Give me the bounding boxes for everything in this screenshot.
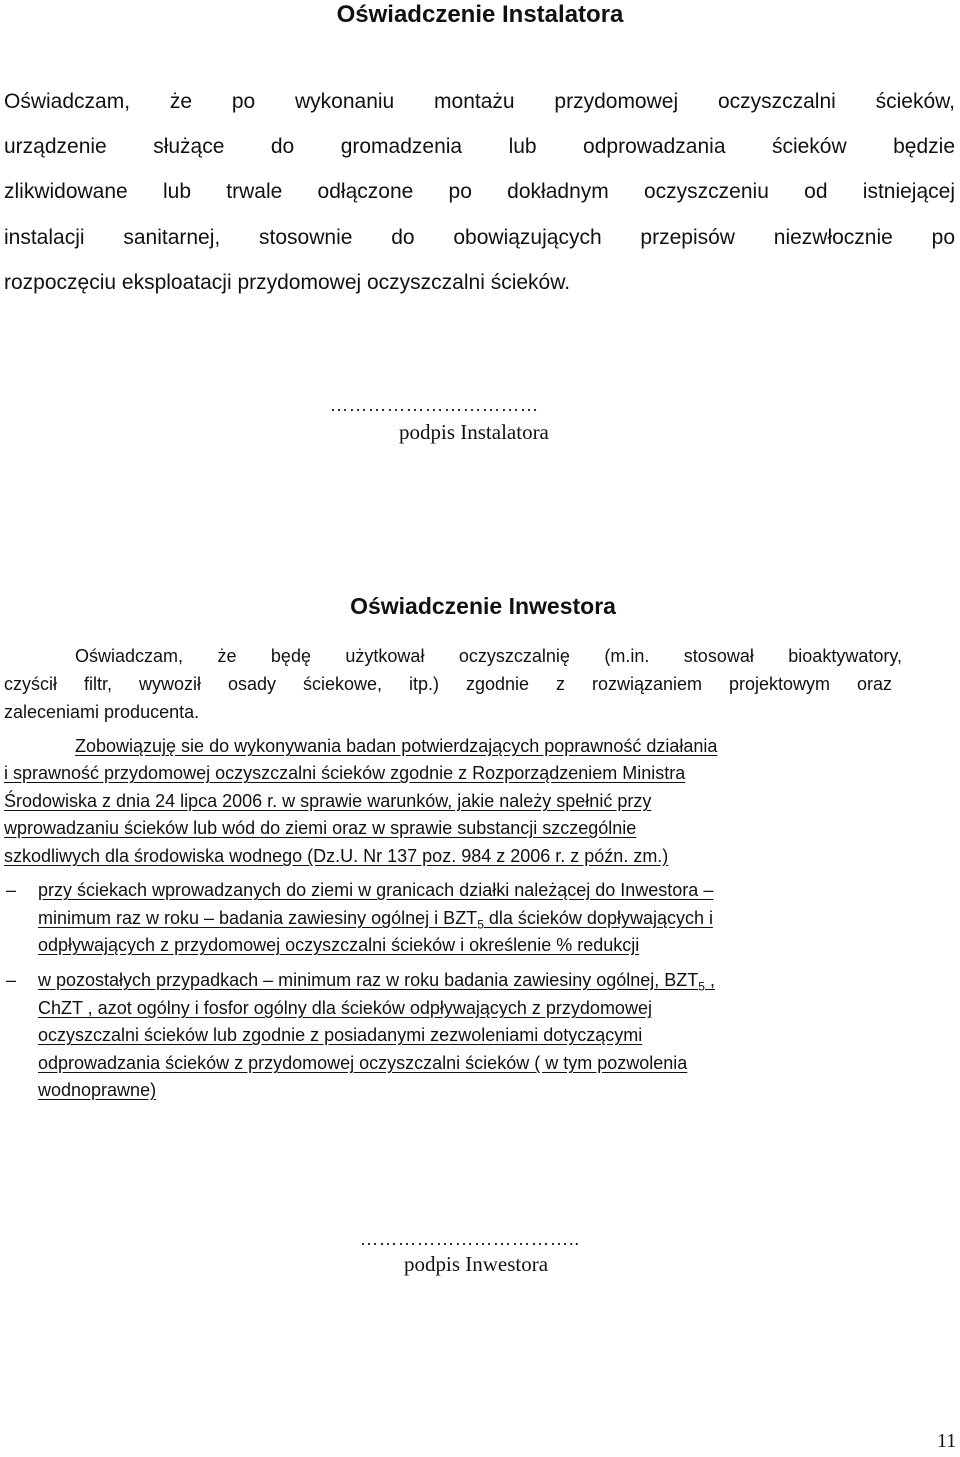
bullet-1-line-2: minimum raz w roku – badania zawiesiny ogólnej i $BZT_5$ dla ścieków dopływających i — [38, 908, 713, 932]
installer-text-line-4: instalacji sanitarnej, stosownie do obowiązujących przepisów niezwłocznie po — [4, 226, 955, 249]
bullet-1-line-3: odpływających z przydomowej oczyszczalni ścieków i określenie % redukcji — [38, 935, 640, 955]
installer-text-line-1: Oświadczam, że po wykonaniu montażu przydomowej oczyszczalni ścieków, — [4, 90, 955, 113]
obligation-line-3: Środowiska z dnia 24 lipca 2006 r. w sprawie warunków, jakie należy spełnić przy — [4, 791, 652, 811]
bullet-2-line-4: odprowadzania ścieków z przydomowej oczyszczalni ścieków ( w tym pozwolenia — [38, 1053, 688, 1073]
obligation-line-5: szkodliwych dla środowiska wodnego (Dz.U. Nr 137 poz. 984 z 2006 r. z późn. zm.) — [4, 846, 669, 866]
installer-text-line-5: rozpoczęciu eksploatacji przydomowej oczyszczalni ścieków. — [4, 271, 571, 294]
investor-signature-label: podpis Inwestora — [404, 1252, 549, 1276]
bullet-2-line-2: ChZT , azot ogólny i fosfor ogólny dla ścieków odpływających z przydomowej — [38, 998, 652, 1018]
installer-signature-line: …………………………… — [330, 395, 539, 415]
installer-signature-label: podpis Instalatora — [399, 420, 549, 444]
bullet-1-marker: – — [6, 880, 17, 900]
bullet-1-line-1: przy ściekach wprowadzanych do ziemi w granicach działki należącej do Inwestora – — [38, 880, 714, 900]
investor-statement-title: Oświadczenie Inwestora — [350, 593, 616, 619]
page-number: 11 — [937, 1430, 957, 1452]
bullet-2-line-5: wodnoprawne) — [38, 1080, 157, 1100]
investor-statement-line-1: Oświadczam, że będę użytkował oczyszczalnię (m.in. stosował bioaktywatory, — [75, 646, 902, 666]
bullet-2-line-3: oczyszczalni ścieków lub zgodnie z posiadanymi zezwoleniami dotyczącymi — [38, 1025, 643, 1045]
installer-text-line-2: urządzenie służące do gromadzenia lub odprowadzania ścieków będzie — [4, 135, 955, 158]
bullet-2-marker: – — [6, 970, 17, 990]
installer-text-line-3: zlikwidowane lub trwale odłączone po dokładnym oczyszczeniu od istniejącej — [4, 180, 955, 203]
obligation-line-2: i sprawność przydomowej oczyszczalni ścieków zgodnie z Rozporządzeniem Ministra — [4, 763, 686, 783]
bullet-2-line-1: w pozostałych przypadkach – minimum raz w roku badania zawiesiny ogólnej, $BZT_5$ , — [38, 970, 715, 994]
installer-statement-title: Oświadczenie Instalatora — [336, 1, 624, 28]
investor-signature-line: …………………………….. — [360, 1229, 580, 1249]
investor-statement-line-2: czyścił filtr, wywoził osady ściekowe, itp.) zgodnie z rozwiązaniem projektowym oraz — [4, 674, 892, 694]
obligation-line-1: Zobowiązuję sie do wykonywania badan potwierdzających poprawność działania — [75, 736, 718, 756]
investor-statement-line-3: zaleceniami producenta. — [4, 702, 200, 722]
obligation-line-4: wprowadzaniu ścieków lub wód do ziemi oraz w sprawie substancji szczególnie — [4, 818, 637, 838]
